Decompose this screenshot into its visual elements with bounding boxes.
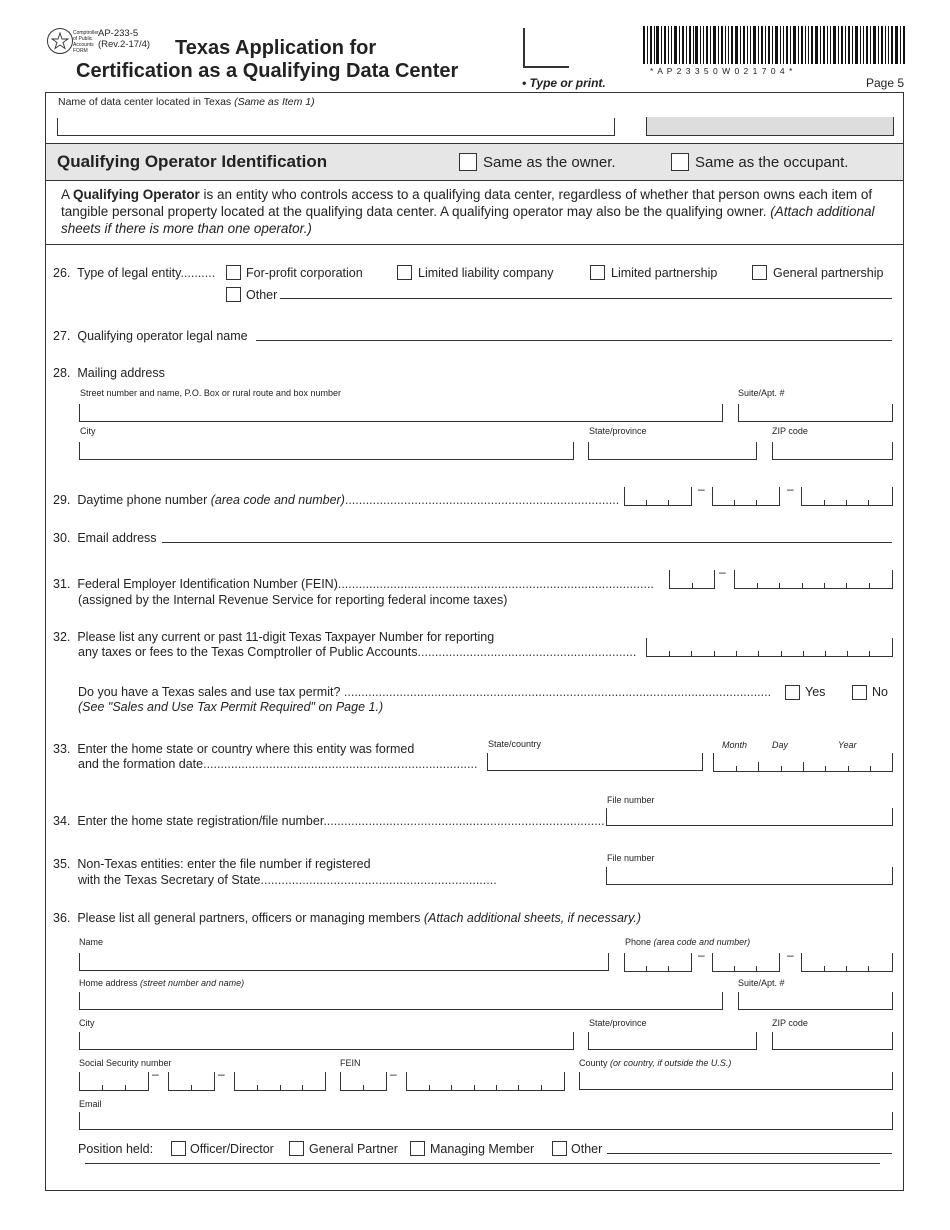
- position-officer-label: Officer/Director: [190, 1142, 274, 1156]
- partner-suite-field[interactable]: [738, 992, 893, 1010]
- entity-gp-checkbox[interactable]: [752, 265, 767, 280]
- permit-no-checkbox[interactable]: [852, 685, 867, 700]
- fein-dash: –: [719, 565, 726, 579]
- partner-city-label: City: [79, 1018, 95, 1028]
- same-as-occupant-checkbox[interactable]: [671, 153, 689, 171]
- item-36-label: 36. Please list all general partners, officers or managing members (Attach additional sheets, if necessary.): [53, 911, 642, 925]
- entity-llc-label: Limited liability company: [418, 266, 554, 280]
- partner-fein-dash: –: [390, 1067, 397, 1081]
- same-as-owner-label: Same as the owner.: [483, 154, 616, 171]
- bottom-divider: [85, 1163, 880, 1164]
- section-description: A Qualifying Operator is an entity who controls access to a qualifying data center, regardless of whether that person owns each item of tangible personal property located at the qualifying data center. A qualifying operator may also be the qualifying owner. (Attach additional sheets if there is more than one operator.): [61, 187, 875, 236]
- day-label: Day: [772, 740, 789, 750]
- barcode: [643, 26, 905, 64]
- permit-yes-checkbox[interactable]: [785, 685, 800, 700]
- partner-home-field[interactable]: [79, 992, 723, 1010]
- state-label: State/province: [589, 426, 647, 436]
- item-35-label-line2: with the Texas Secretary of State....................................................................: [78, 873, 497, 887]
- item-27-label: 27. Qualifying operator legal name: [53, 329, 248, 343]
- position-other-field[interactable]: [607, 1153, 892, 1154]
- permit-question: Do you have a Texas sales and use tax permit? ...........................................................................................................................: [78, 685, 772, 699]
- item-33-label-line2: and the formation date...............................................................................: [78, 757, 478, 771]
- partner-zip-field[interactable]: [772, 1032, 893, 1050]
- partner-phone-area-field[interactable]: [624, 953, 692, 972]
- formation-date-field[interactable]: [713, 753, 893, 772]
- entity-for-profit-label: For-profit corporation: [246, 266, 363, 280]
- partner-email-field[interactable]: [79, 1112, 893, 1130]
- partner-state-field[interactable]: [588, 1032, 757, 1050]
- entity-other-field[interactable]: [280, 298, 892, 299]
- zip-label: ZIP code: [772, 426, 808, 436]
- phone-line-field[interactable]: [801, 487, 893, 506]
- formation-state-field[interactable]: [487, 753, 703, 771]
- form-title-line1: Texas Application for: [175, 37, 377, 59]
- comptroller-seal: [47, 28, 73, 54]
- item-31-label: 31. Federal Employer Identification Number (FEIN)...........................................................................................: [53, 577, 654, 591]
- same-as-occupant-label: Same as the occupant.: [695, 154, 849, 171]
- same-as-owner-checkbox[interactable]: [459, 153, 477, 171]
- position-officer-checkbox[interactable]: [171, 1141, 186, 1156]
- barcode-text: * A P 2 3 3 5 0 W 0 2 1 7 0 4 *: [650, 66, 794, 76]
- page-number: Page 5: [866, 76, 905, 90]
- month-label: Month: [722, 740, 748, 750]
- entity-other-checkbox[interactable]: [226, 287, 241, 302]
- state-field[interactable]: [588, 442, 757, 460]
- year-label: Year: [838, 740, 857, 750]
- fein-prefix-field[interactable]: [669, 570, 715, 589]
- form-title-line2: Certification as a Qualifying Data Center: [76, 60, 459, 82]
- zip-field[interactable]: [772, 442, 893, 460]
- ssn-dash-1: –: [152, 1067, 159, 1081]
- item-32-label-line2: any taxes or fees to the Texas Comptroller of Public Accounts...............................................................: [78, 645, 637, 659]
- partner-fein-label: FEIN: [340, 1058, 361, 1068]
- registration-file-number-field[interactable]: [606, 808, 893, 826]
- corner-mark: [523, 28, 569, 68]
- item-32-label: 32. Please list any current or past 11-digit Texas Taxpayer Number for reporting: [53, 630, 495, 644]
- partner-ssn-area-field[interactable]: [79, 1072, 149, 1091]
- suite-field[interactable]: [738, 404, 893, 422]
- partner-phone-prefix-field[interactable]: [712, 953, 780, 972]
- description-divider: [46, 244, 903, 245]
- data-center-name-label: Name of data center located in Texas (Same as Item 1): [58, 96, 315, 108]
- state-country-label: State/country: [488, 739, 542, 749]
- partner-phone-dash-2: –: [787, 948, 794, 962]
- city-label: City: [80, 426, 96, 436]
- street-label: Street number and name, P.O. Box or rural route and box number: [80, 388, 341, 398]
- partner-name-label: Name: [79, 937, 104, 947]
- partner-phone-label: Phone (area code and number): [625, 937, 751, 947]
- position-managing-label: Managing Member: [430, 1142, 535, 1156]
- partner-phone-line-field[interactable]: [801, 953, 893, 972]
- entity-for-profit-checkbox[interactable]: [226, 265, 241, 280]
- entity-gp-label: General partnership: [773, 266, 884, 280]
- item-29-label: 29. Daytime phone number (area code and number)...............................................................................: [53, 493, 620, 507]
- item-33-label: 33. Enter the home state or country where this entity was formed: [53, 742, 415, 756]
- partner-fein-main-field[interactable]: [406, 1072, 565, 1091]
- entity-lp-checkbox[interactable]: [590, 265, 605, 280]
- partner-ssn-serial-field[interactable]: [234, 1072, 326, 1091]
- position-managing-checkbox[interactable]: [410, 1141, 425, 1156]
- file-number-label-34: File number: [607, 795, 655, 805]
- permit-no-label: No: [872, 685, 888, 699]
- item-28-label: 28. Mailing address: [53, 366, 165, 380]
- partner-email-label: Email: [79, 1099, 102, 1109]
- phone-area-code-field[interactable]: [624, 487, 692, 506]
- item-35-label: 35. Non-Texas entities: enter the file number if registered: [53, 857, 371, 871]
- item-30-label: 30. Email address: [53, 531, 157, 545]
- partner-city-field[interactable]: [79, 1032, 574, 1050]
- partner-zip-label: ZIP code: [772, 1018, 808, 1028]
- partner-county-field[interactable]: [579, 1072, 893, 1090]
- partner-home-label: Home address (street number and name): [79, 978, 245, 988]
- section-title: Qualifying Operator Identification: [57, 152, 328, 171]
- fein-main-field[interactable]: [734, 570, 893, 589]
- operator-legal-name-field[interactable]: [256, 340, 892, 341]
- position-other-label: Other: [571, 1142, 603, 1156]
- city-field[interactable]: [79, 442, 574, 460]
- ssn-dash-2: –: [218, 1067, 225, 1081]
- permit-note: (See "Sales and Use Tax Permit Required" on Page 1.): [78, 700, 384, 714]
- partner-ssn-group-field[interactable]: [168, 1072, 215, 1091]
- street-field[interactable]: [79, 404, 723, 422]
- entity-other-label: Other: [246, 288, 278, 302]
- position-held-label: Position held:: [78, 1142, 154, 1156]
- sos-file-number-field[interactable]: [606, 867, 893, 885]
- type-or-print-note: • Type or print.: [522, 76, 606, 90]
- data-center-name-field[interactable]: [57, 118, 615, 136]
- phone-dash-2: –: [787, 482, 794, 496]
- phone-prefix-field[interactable]: [712, 487, 780, 506]
- phone-dash-1: –: [698, 482, 705, 496]
- suite-label: Suite/Apt. #: [738, 388, 785, 398]
- position-gp-label: General Partner: [309, 1142, 398, 1156]
- position-other-checkbox[interactable]: [552, 1141, 567, 1156]
- permit-yes-label: Yes: [805, 685, 826, 699]
- partner-ssn-label: Social Security number: [79, 1058, 172, 1068]
- item-34-label: 34. Enter the home state registration/file number.................................................................................: [53, 814, 605, 828]
- taxpayer-number-field[interactable]: [646, 638, 893, 657]
- item-26-label: 26. Type of legal entity..........: [53, 266, 216, 280]
- partner-name-field[interactable]: [79, 953, 609, 971]
- partner-suite-label: Suite/Apt. #: [738, 978, 785, 988]
- seal-caption: Comptroller of Public Accounts FORM: [73, 30, 99, 54]
- partner-state-label: State/province: [589, 1018, 647, 1028]
- entity-lp-label: Limited partnership: [611, 266, 718, 280]
- partner-fein-prefix-field[interactable]: [340, 1072, 387, 1091]
- data-center-id-field: [646, 117, 894, 136]
- item-31-sublabel: (assigned by the Internal Revenue Service for reporting federal income taxes): [78, 593, 508, 607]
- form-number: AP-233-5: [98, 28, 139, 39]
- partner-phone-dash-1: –: [698, 948, 705, 962]
- position-gp-checkbox[interactable]: [289, 1141, 304, 1156]
- entity-llc-checkbox[interactable]: [397, 265, 412, 280]
- partner-county-label: County (or country, if outside the U.S.): [579, 1058, 732, 1068]
- form-revision: (Rev.2-17/4): [98, 39, 151, 50]
- file-number-label-35: File number: [607, 853, 655, 863]
- email-field[interactable]: [162, 542, 892, 543]
